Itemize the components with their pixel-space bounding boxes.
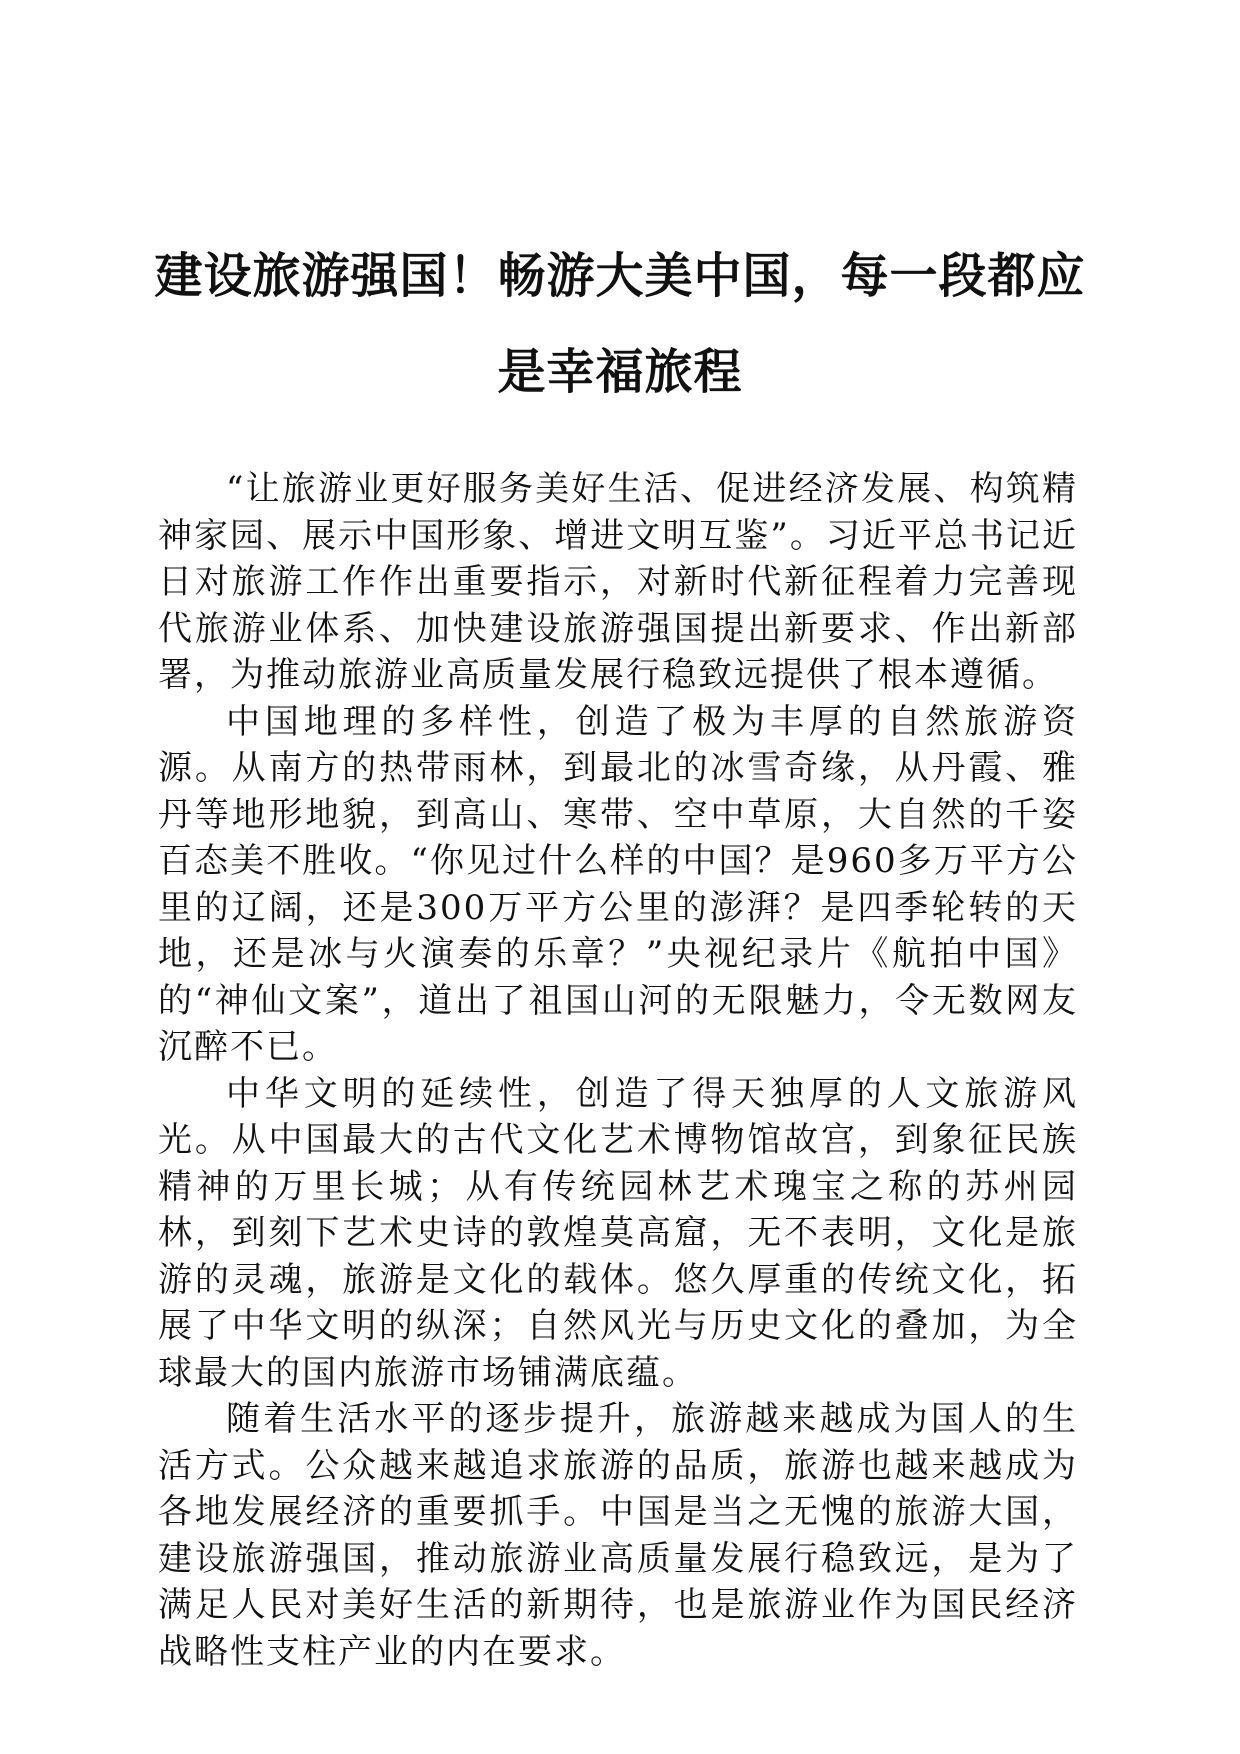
- paragraph-4: 随着生活水平的逐步提升，旅游越来越成为国人的生活方式。公众越来越追求旅游的品质，旅游也越来越成为各地发展经济的重要抓手。中国是当之无愧的旅游大国，建设旅游强国，推动旅游业高质量发展行稳致远，是为了满足人民对美好生活的新期待，也是旅游业作为国民经济战略性支柱产业的内在要求。: [158, 1399, 1078, 1672]
- article-title-line-2: 是幸福旅程: [497, 344, 743, 400]
- article-body: [158, 466, 1078, 1675]
- article-title-line-1: 建设旅游强国！畅游大美中国，每一段都应: [154, 248, 1086, 304]
- article-title: [150, 228, 1090, 420]
- paragraph-1: “让旅游业更好服务美好生活、促进经济发展、构筑精神家园、展示中国形象、增进文明互鉴”。习近平总书记近日对旅游工作作出重要指示，对新时代新征程着力完善现代旅游业体系、加快建设旅游强国提出新要求、作出新部署，为推动旅游业高质量发展行稳致远提供了根本遵循。: [158, 469, 1078, 695]
- paragraph-3: 中华文明的延续性，创造了得天独厚的人文旅游风光。从中国最大的古代文化艺术博物馆故宫，到象征民族精神的万里长城；从有传统园林艺术瑰宝之称的苏州园林，到刻下艺术史诗的敦煌莫高窟，无不表明，文化是旅游的灵魂，旅游是文化的载体。悠久厚重的传统文化，拓展了中华文明的纵深；自然风光与历史文化的叠加，为全球最大的国内旅游市场铺满底蕴。: [158, 1073, 1078, 1393]
- paragraph-2: 中国地理的多样性，创造了极为丰厚的自然旅游资源。从南方的热带雨林，到最北的冰雪奇缘，从丹霞、雅丹等地形地貌，到高山、寒带、空中草原，大自然的千姿百态美不胜收。“你见过什么样的中国？是960多万平方公里的辽阔，还是300万平方公里的澎湃？是四季轮转的天地，还是冰与火演奏的乐章？”央视纪录片《航拍中国》的“神仙文案”，道出了祖国山河的无限魅力，令无数网友沉醉不已。: [158, 701, 1078, 1067]
